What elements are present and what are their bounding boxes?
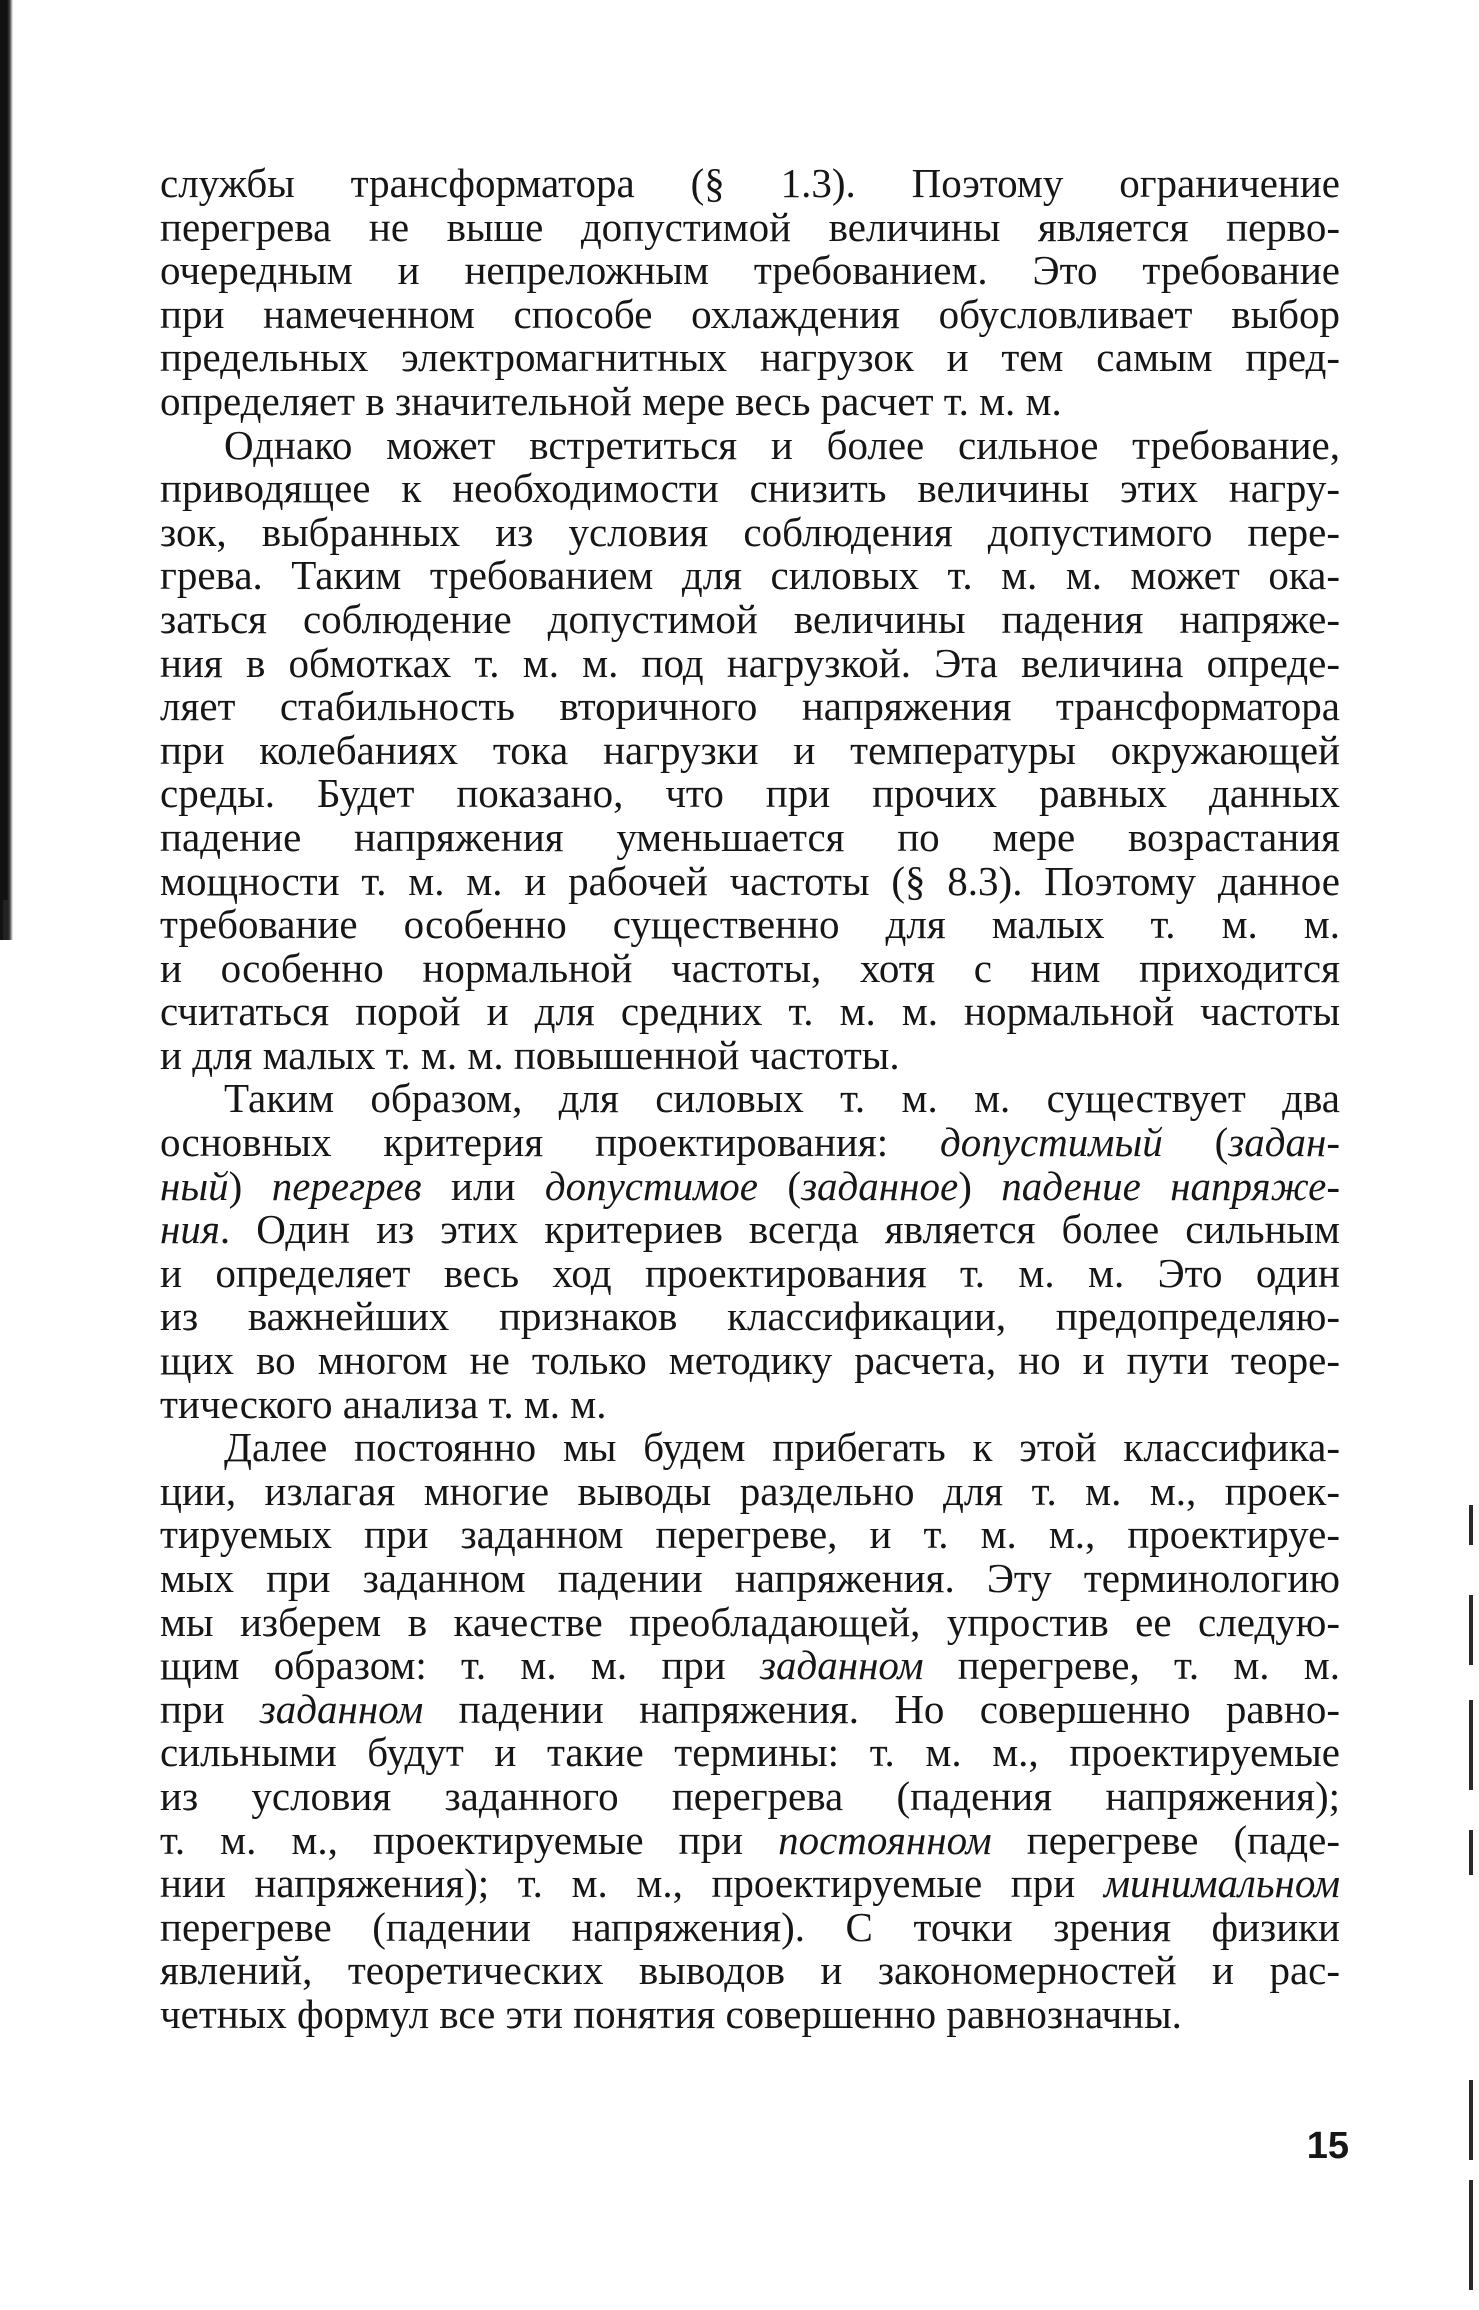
- text-run: ): [958, 1162, 1002, 1209]
- text-line: [160, 813, 1340, 860]
- text-run: тируемых при заданном перегреве, и т. м. м., проектируе-: [160, 1511, 1340, 1558]
- text-run: нии напряжения); т. м. м., проектируемые при: [160, 1860, 1104, 1907]
- body-text: [160, 162, 1340, 2037]
- text-line: [160, 336, 1340, 380]
- text-line: [160, 1249, 1340, 1296]
- text-run: ния в обмотках т. м. м. под нагрузкой. Эта величина опреде-: [160, 639, 1340, 686]
- text-line: [160, 1557, 1340, 1601]
- text-run: мых при заданном падении напряжения. Эту терминологию: [160, 1555, 1340, 1601]
- text-run: (: [1162, 1119, 1229, 1166]
- italic-term: ный: [160, 1162, 229, 1209]
- text-run: при намеченном способе охлаждения обусловливает выбор: [160, 290, 1340, 337]
- text-run: Однако может встретиться и более сильное требование,: [224, 421, 1340, 468]
- text-line: [160, 1208, 1340, 1252]
- text-run: или: [421, 1162, 545, 1209]
- text-run: при колебаниях тока нагрузки и температуры окружающей: [160, 726, 1340, 773]
- text-line: [160, 1380, 1340, 1427]
- text-run: перегреве (падении напряжения). С точки зрения физики: [160, 1903, 1340, 1950]
- text-line: [160, 508, 1340, 555]
- text-run: явлений, теоретических выводов и закономерностей и рас-: [160, 1947, 1340, 1994]
- text-run: Таким образом, для силовых т. м. м. существует два: [224, 1075, 1340, 1122]
- text-run: Далее постоянно мы будем прибегать к этой классифика-: [224, 1424, 1340, 1471]
- italic-term: допустимое: [544, 1162, 758, 1209]
- text-run: тического анализа т. м. м.: [160, 1380, 607, 1427]
- text-run: при: [160, 1685, 260, 1732]
- text-run: перегрева не выше допустимой величины является перво-: [160, 203, 1340, 250]
- paragraph: [160, 421, 1340, 1078]
- text-run: щих во многом не только методику расчета, но и пути теоре-: [160, 1337, 1340, 1384]
- text-run: службы трансформатора (§ 1.3). Поэтому ограничение: [160, 160, 1340, 206]
- text-run: падении напряжения. Но совершенно равно-: [423, 1685, 1340, 1732]
- text-line: [160, 1598, 1340, 1645]
- italic-term: минимальном: [1103, 1860, 1340, 1907]
- text-line: [160, 685, 1340, 729]
- text-run: требование особенно существенно для малых т. м. м.: [160, 901, 1340, 948]
- text-run: падение напряжения уменьшается по мере возрастания: [160, 813, 1340, 860]
- text-line: [160, 944, 1340, 991]
- text-run: т. м. м., проектируемые при: [160, 1816, 779, 1863]
- text-line: [160, 1862, 1340, 1906]
- text-run: зок, выбранных из условия соблюдения допустимого пере-: [160, 508, 1340, 555]
- text-line: [160, 1467, 1340, 1514]
- text-run: ции, излагая многие выводы раздельно для т. м. м., проек-: [160, 1467, 1340, 1514]
- scan-binding-edge: [0, 0, 13, 940]
- scan-binding-edge-tail: [3, 900, 8, 940]
- text-line: [160, 726, 1340, 773]
- text-run: перегреве, т. м. м.: [923, 1642, 1340, 1689]
- text-line: [160, 1644, 1340, 1688]
- italic-term: допустимый: [940, 1119, 1163, 1166]
- italic-term: ния: [160, 1206, 220, 1253]
- text-line: [160, 554, 1340, 598]
- italic-term: постоянном: [778, 1816, 992, 1863]
- text-line: [160, 1339, 1340, 1383]
- text-line: [160, 1513, 1340, 1557]
- text-run: ): [228, 1162, 272, 1209]
- italic-term: падение напряже-: [1001, 1162, 1341, 1209]
- text-line: [160, 1295, 1340, 1339]
- paragraph: [160, 1426, 1340, 2036]
- text-run: перегреве (паде-: [991, 1816, 1340, 1863]
- text-run: и особенно нормальной частоты, хотя с ним приходится: [160, 944, 1340, 991]
- text-run: и определяет весь ход проектирования т. м. м. Это один: [160, 1249, 1340, 1296]
- text-run: приводящее к необходимости снизить величины этих нагру-: [160, 465, 1340, 512]
- scan-right-edge-mark: [1469, 1830, 1473, 1875]
- text-run: считаться порой и для средних т. м. м. нормальной частоты: [160, 988, 1340, 1035]
- text-run: мы изберем в качестве преобладающей, упростив ее следую-: [160, 1598, 1340, 1645]
- text-line: [160, 772, 1340, 816]
- text-line: [160, 162, 1340, 206]
- text-run: щим образом: т. м. м. при: [160, 1642, 760, 1689]
- italic-term: заданном: [760, 1642, 924, 1689]
- text-run: из условия заданного перегрева (падения напряжения);: [160, 1772, 1340, 1819]
- text-line: [160, 1685, 1340, 1732]
- text-line: [160, 1949, 1340, 1993]
- page-number: 15: [1306, 2125, 1349, 2167]
- italic-term: задан-: [1228, 1119, 1341, 1166]
- text-run: и для малых т. м. м. повышенной частоты.: [160, 1031, 900, 1078]
- text-line: [160, 1731, 1340, 1775]
- scan-right-edge-mark: [1469, 1505, 1473, 1545]
- scan-right-edge-mark: [1469, 2180, 1473, 2290]
- text-line: [160, 1990, 1340, 2037]
- text-line: [160, 1903, 1340, 1950]
- text-run: основных критерия проектирования:: [160, 1119, 941, 1166]
- text-line: [160, 1162, 1341, 1209]
- text-line: [160, 290, 1340, 337]
- text-run: четных формул все эти понятия совершенно равнозначны.: [160, 1990, 1182, 2037]
- text-line: [160, 1426, 1340, 1470]
- scan-right-edge-mark: [1469, 2080, 1473, 2160]
- text-run: сильными будут и такие термины: т. м. м., проектируемые: [160, 1729, 1340, 1776]
- paragraph: [160, 1077, 1340, 1426]
- text-line: [160, 377, 1340, 424]
- italic-term: перегрев: [271, 1162, 422, 1209]
- text-line: [160, 203, 1340, 250]
- text-line: [160, 857, 1340, 904]
- text-line: [160, 467, 1340, 511]
- text-line: [160, 639, 1340, 686]
- text-line: [160, 1816, 1340, 1863]
- text-run: (: [757, 1162, 802, 1209]
- text-run: заться соблюдение допустимой величины падения напряже-: [160, 595, 1340, 642]
- scan-right-edge-mark: [1469, 1700, 1473, 1790]
- text-run: грева. Таким требованием для силовых т. м. м. может ока-: [160, 552, 1340, 599]
- text-line: [160, 1077, 1340, 1121]
- text-line: [160, 421, 1340, 468]
- text-line: [160, 1772, 1340, 1819]
- text-run: предельных электромагнитных нагрузок и тем самым пред-: [160, 334, 1340, 381]
- text-line: [160, 249, 1340, 293]
- text-line: [160, 990, 1340, 1034]
- paragraph: [160, 162, 1340, 424]
- text-line: [160, 595, 1340, 642]
- text-run: из важнейших признаков классификации, предопределяю-: [160, 1293, 1340, 1340]
- text-run: ляет стабильность вторичного напряжения трансформатора: [160, 683, 1340, 730]
- text-run: среды. Будет показано, что при прочих равных данных: [160, 770, 1340, 817]
- italic-term: заданное: [801, 1162, 959, 1209]
- italic-term: заданном: [259, 1685, 424, 1732]
- text-run: мощности т. м. м. и рабочей частоты (§ 8.3). Поэтому данное: [160, 857, 1340, 904]
- text-line: [160, 1031, 1340, 1078]
- text-run: определяет в значительной мере весь расчет т. м. м.: [160, 377, 1062, 424]
- text-line: [160, 1121, 1340, 1165]
- text-run: . Один из этих критериев всегда является более сильным: [219, 1206, 1340, 1253]
- text-line: [160, 903, 1340, 947]
- text-run: очередным и непреложным требованием. Это требование: [160, 247, 1340, 294]
- scan-right-edge-mark: [1469, 1595, 1473, 1665]
